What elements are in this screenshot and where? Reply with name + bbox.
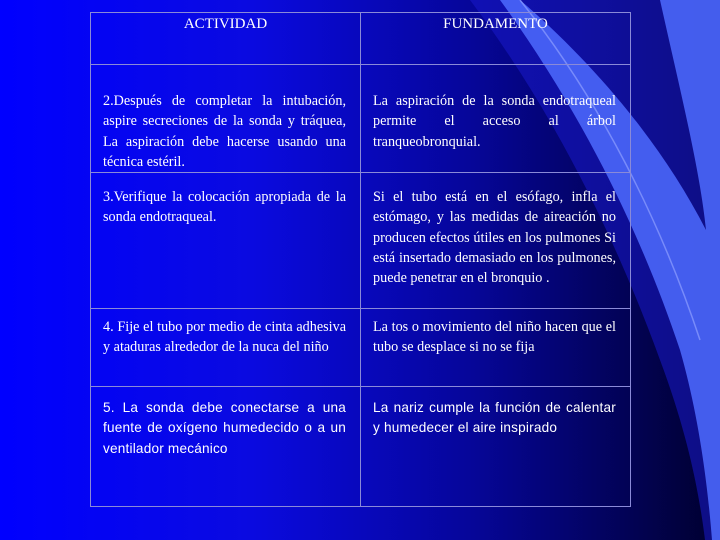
table-row	[91, 173, 631, 309]
activity-rationale-table	[90, 12, 631, 507]
actividad-cell: 4. Fije el tubo por medio de cinta adhesiva y ataduras alrededor de la nuca del niño	[91, 309, 361, 387]
table-header-row	[91, 13, 631, 65]
actividad-cell: 5. La sonda debe conectarse a una fuente de oxígeno humedecido o a un ventilador mecánico	[91, 387, 361, 507]
actividad-cell: 2.Después de completar la intubación, aspire secreciones de la sonda y tráquea, La aspiración debe hacerse usando una técnica estéril.	[91, 65, 361, 173]
table-row	[91, 65, 631, 173]
fundamento-cell: La aspiración de la sonda endotraqueal permite el acceso al árbol tranqueobronquial.	[361, 65, 631, 173]
header-actividad: ACTIVIDAD	[91, 13, 361, 65]
table-row	[91, 309, 631, 387]
fundamento-cell: La nariz cumple la función de calentar y humedecer el aire inspirado	[361, 387, 631, 507]
actividad-cell: 3.Verifique la colocación apropiada de la sonda endotraqueal.	[91, 173, 361, 309]
header-fundamento: FUNDAMENTO	[361, 13, 631, 65]
fundamento-cell: Si el tubo está en el esófago, infla el estómago, y las medidas de aireación no producen efectos útiles en los pulmones Si está insertado demasiado en los pulmones, puede penetrar en el bronquio .	[361, 173, 631, 309]
table-row	[91, 387, 631, 507]
fundamento-cell: La tos o movimiento del niño hacen que el tubo se desplace si no se fija	[361, 309, 631, 387]
